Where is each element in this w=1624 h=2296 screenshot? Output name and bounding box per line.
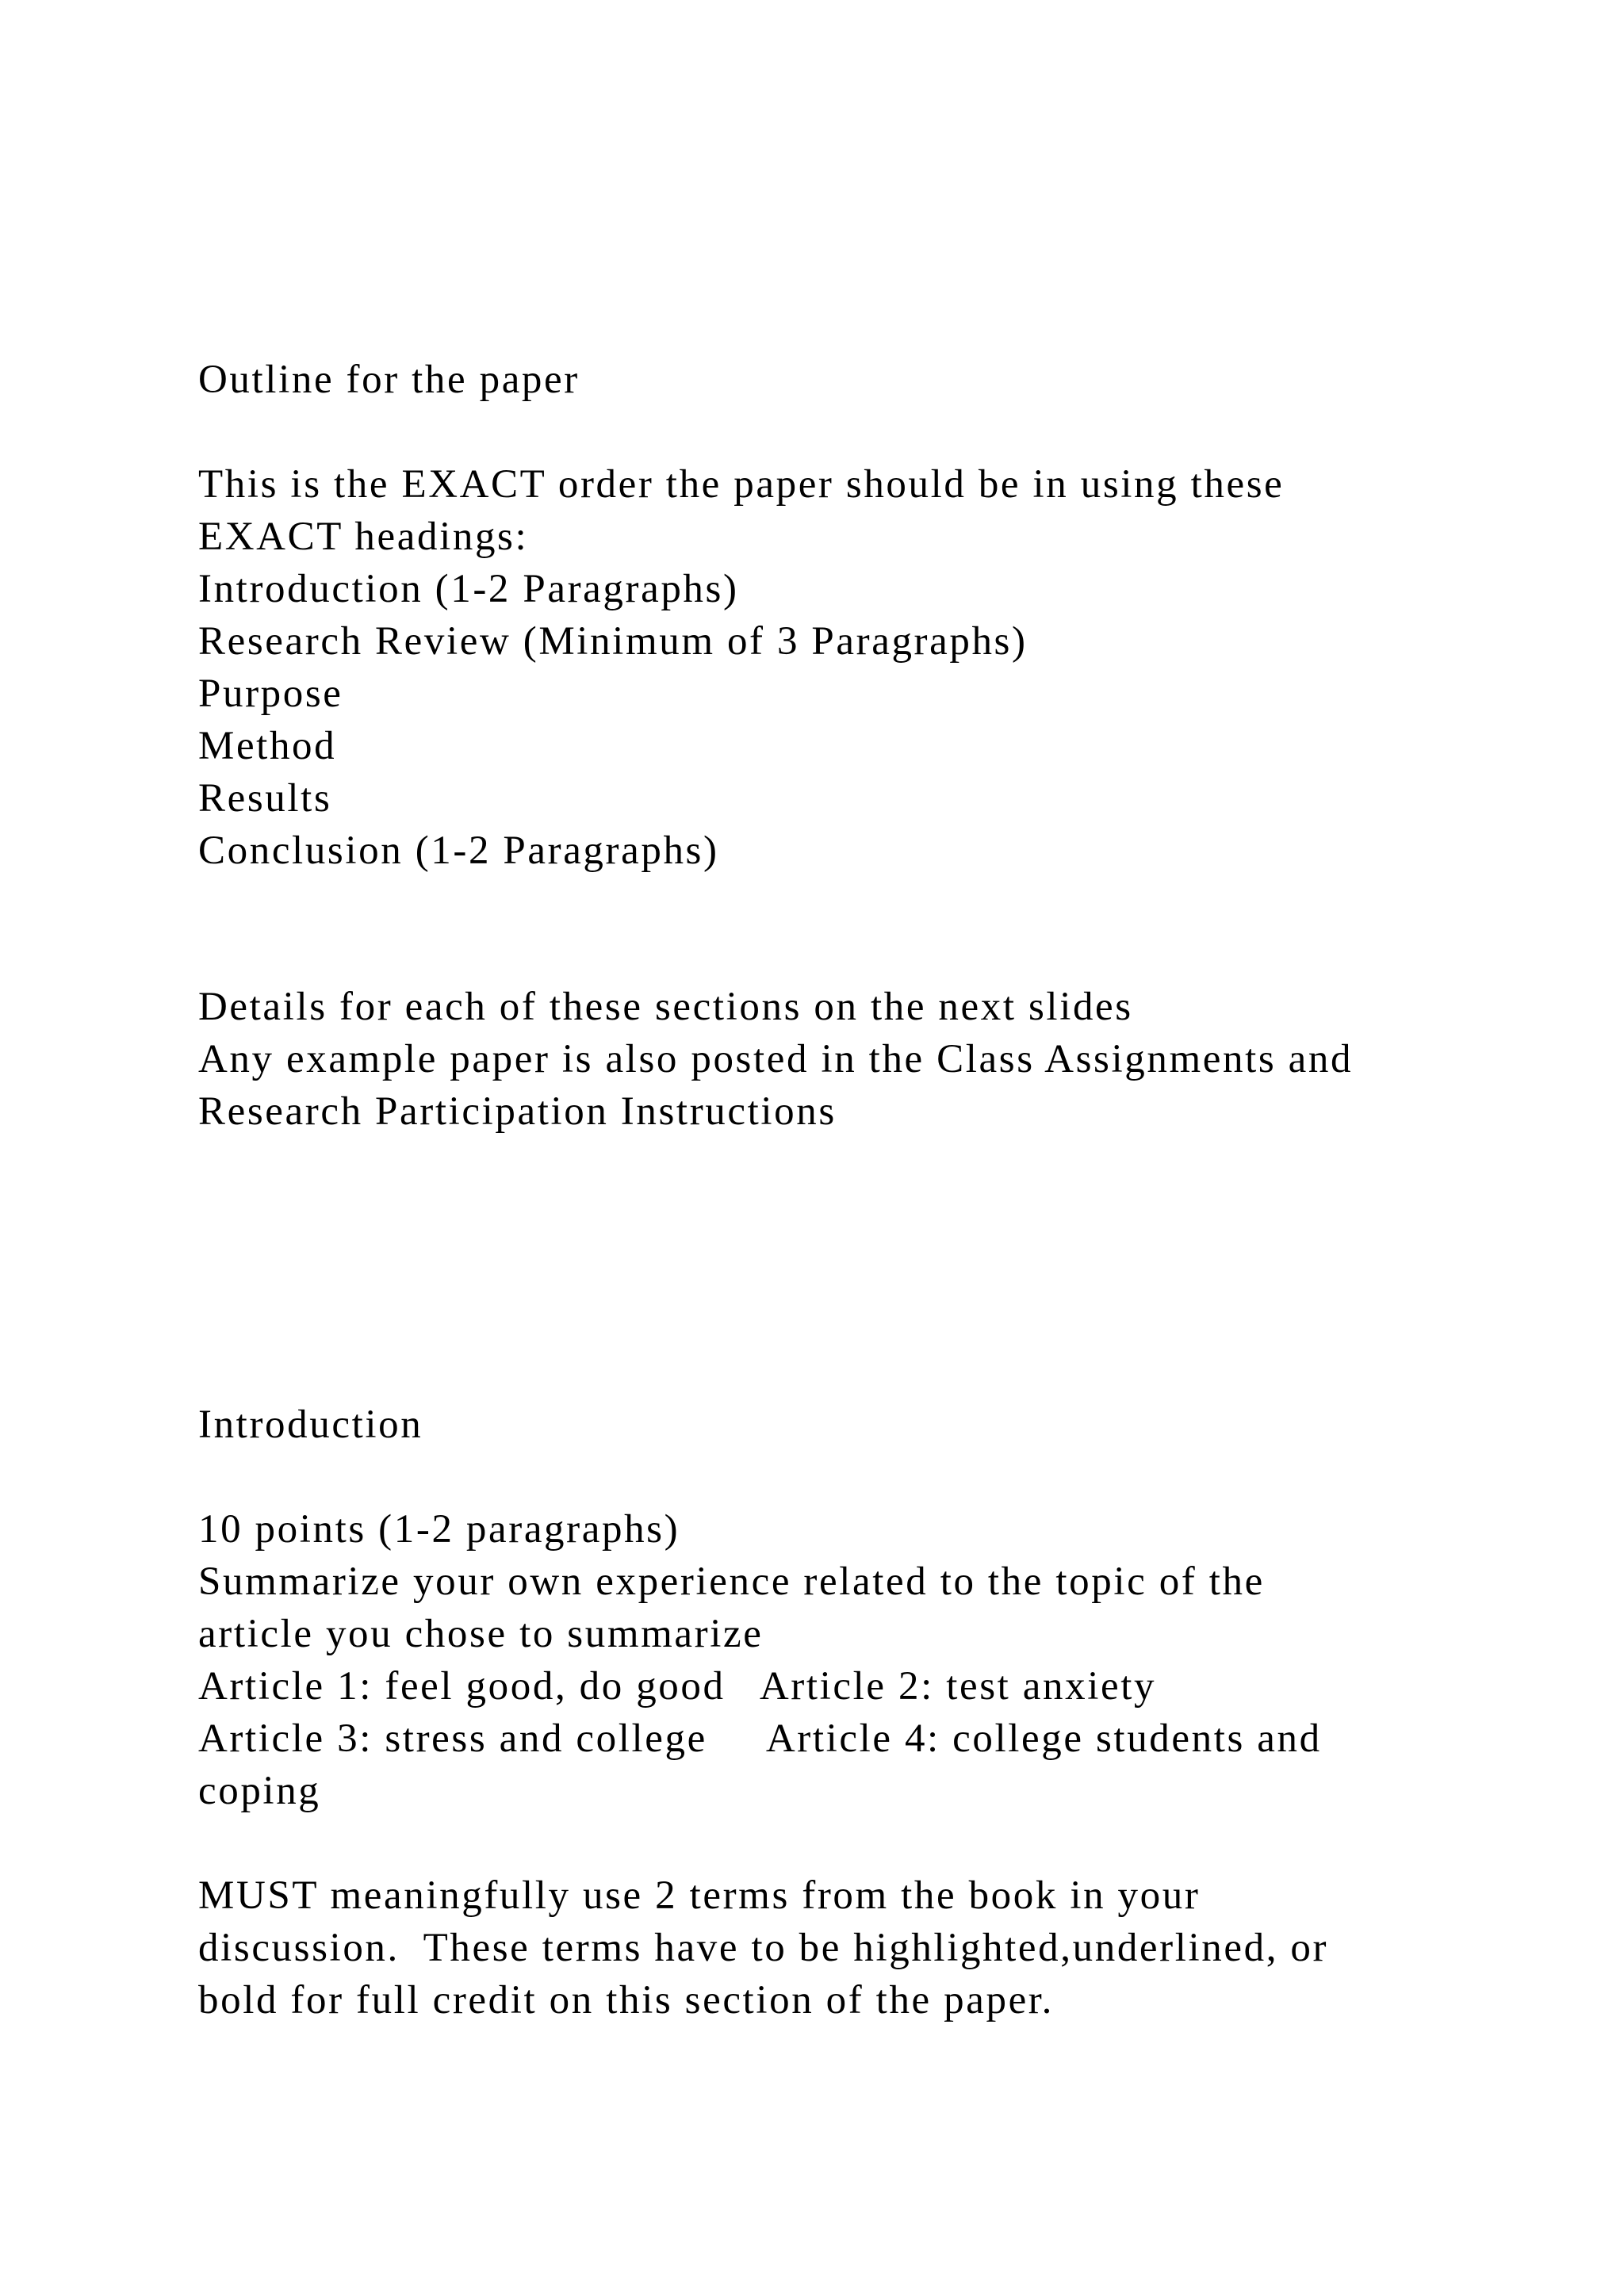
example-paper-line-1: Any example paper is also posted in the Class Assignments and xyxy=(198,1037,1354,1081)
details-line: Details for each of these sections on the next slides xyxy=(198,985,1133,1029)
articles-line-2: Article 3: stress and college Article 4: college students and xyxy=(198,1716,1322,1761)
heading-item-conclusion: Conclusion (1-2 Paragraphs) xyxy=(198,828,719,873)
heading-item-introduction: Introduction (1-2 Paragraphs) xyxy=(198,567,739,611)
summary-line-1: Summarize your own experience related to the topic of the xyxy=(198,1559,1265,1604)
summary-line-2: article you chose to summarize xyxy=(198,1612,764,1656)
articles-line-3: coping xyxy=(198,1769,321,1813)
must-line-3: bold for full credit on this section of the paper. xyxy=(198,1978,1054,2022)
outline-title: Outline for the paper xyxy=(198,358,580,402)
must-line-2: discussion. These terms have to be highlighted,underlined, or xyxy=(198,1926,1329,1970)
must-line-1: MUST meaningfully use 2 terms from the book in your xyxy=(198,1873,1201,1918)
heading-item-results: Results xyxy=(198,776,332,821)
heading-item-method: Method xyxy=(198,724,337,768)
order-instruction-line-1: This is the EXACT order the paper should be in using these xyxy=(198,462,1285,507)
heading-item-purpose: Purpose xyxy=(198,672,343,716)
introduction-title: Introduction xyxy=(198,1402,423,1447)
order-instruction-line-2: EXACT headings: xyxy=(198,515,529,559)
points-line: 10 points (1-2 paragraphs) xyxy=(198,1507,680,1552)
example-paper-line-2: Research Participation Instructions xyxy=(198,1089,837,1134)
heading-item-research-review: Research Review (Minimum of 3 Paragraphs) xyxy=(198,619,1028,664)
articles-line-1: Article 1: feel good, do good Article 2: test anxiety xyxy=(198,1664,1157,1709)
